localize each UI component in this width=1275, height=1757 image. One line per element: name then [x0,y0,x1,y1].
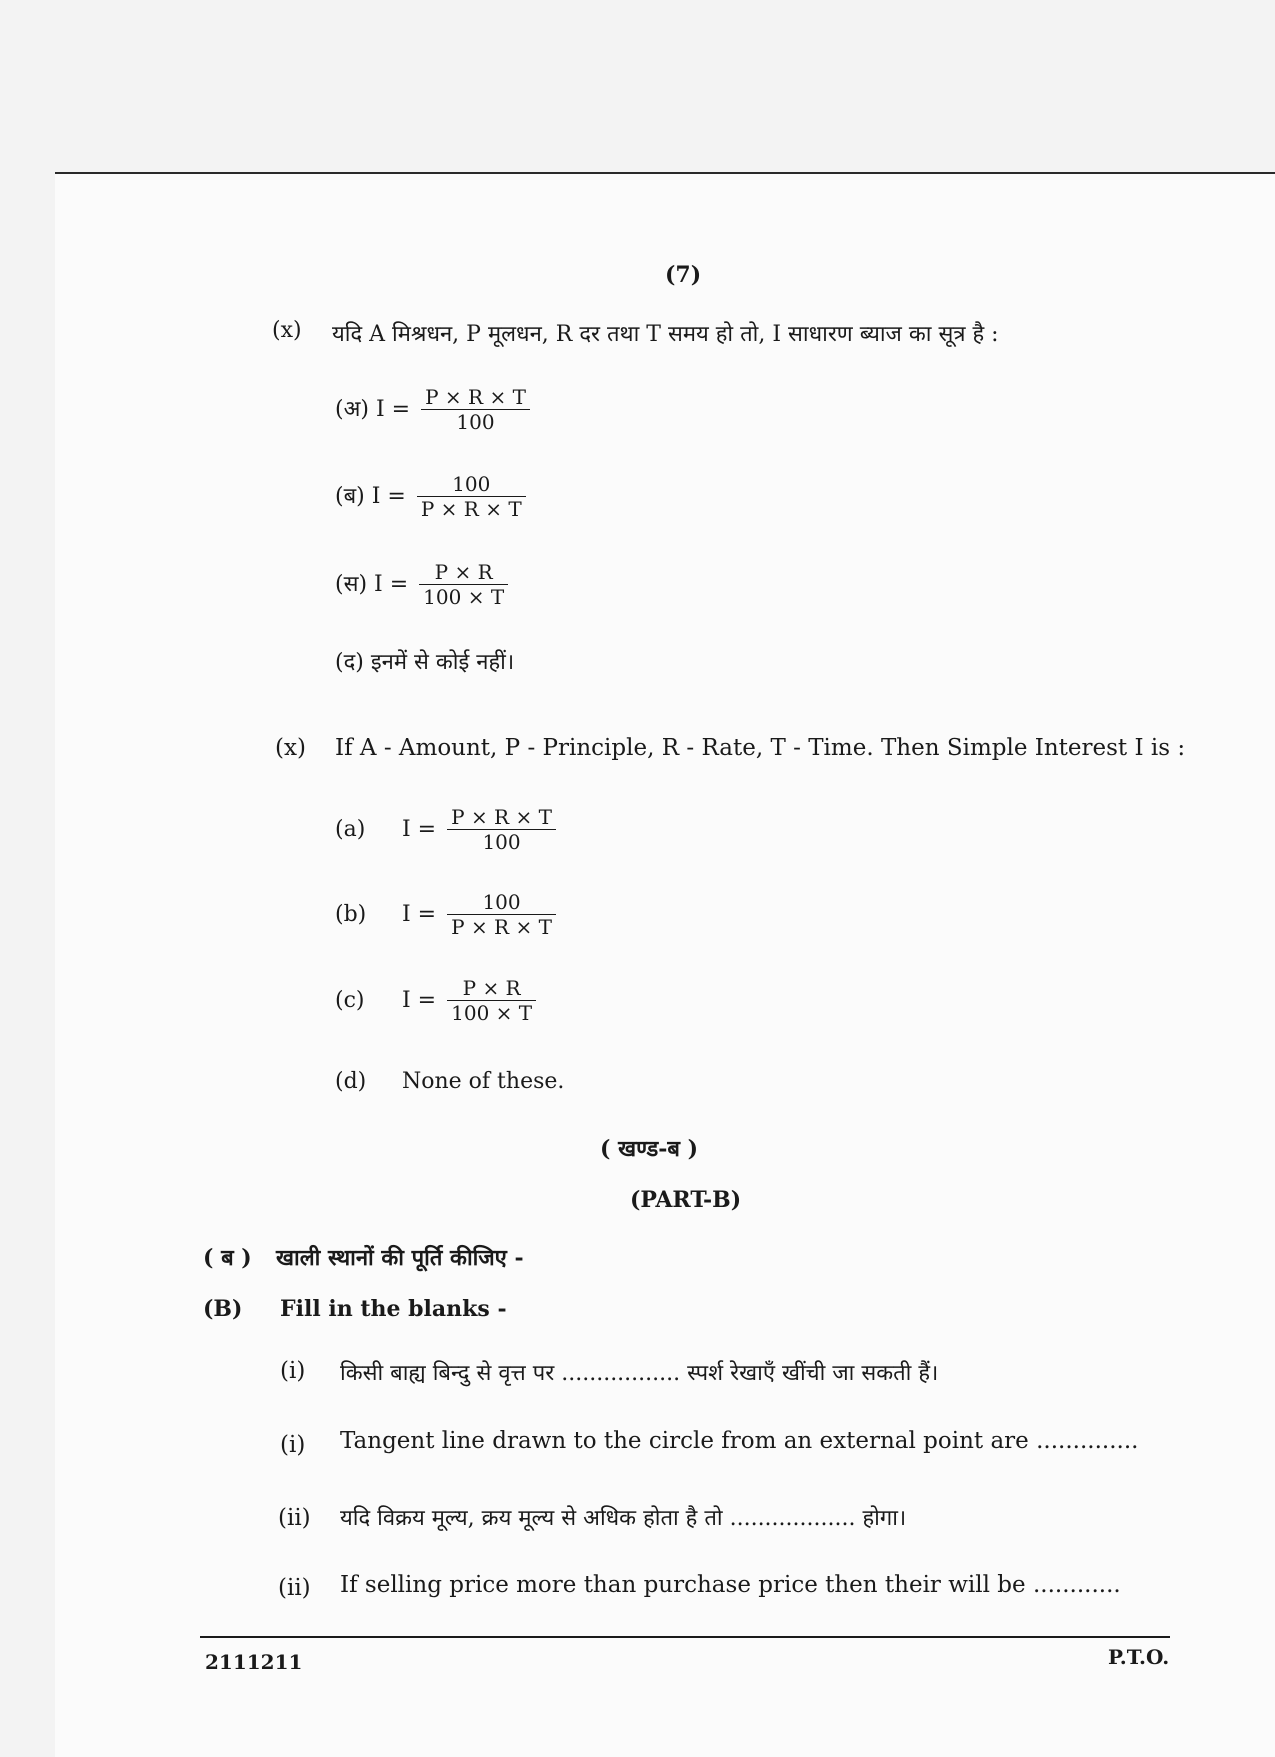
fraction-numerator: P × R [419,560,508,585]
section-label-en: (B) [203,1296,243,1322]
fraction-denominator: 100 [482,830,521,854]
fraction-denominator: P × R × T [451,915,552,939]
option-label: (d) [335,1069,367,1094]
q10-en-option-b [335,890,556,939]
option-lhs: I = [375,397,411,422]
option-label: (ब) [335,483,365,509]
option-label: (द) [335,650,364,675]
option-label: (b) [335,901,367,927]
option-label: (स) [335,571,368,597]
q10-hi-number: (x) [272,318,302,343]
q10-hi-option-c [335,560,508,609]
q10-en-text: If A - Amount, P - Principle, R - Rate, T - Time. Then Simple Interest I is : [335,735,1186,761]
option-lhs: I = [402,902,437,927]
part-heading-en: (PART-B) [630,1187,742,1213]
option-label: (अ) [335,396,369,422]
paper-code: 2111211 [205,1650,303,1674]
option-label: (c) [335,987,365,1013]
option-fraction [447,890,556,939]
section-label-hi: ( ब ) [203,1245,252,1271]
option-fraction [421,385,530,434]
section-title-hi: खाली स्थानों की पूर्ति कीजिए - [276,1245,524,1271]
q10-en-option-c [335,976,536,1025]
section-title-en: Fill in the blanks - [280,1296,507,1322]
option-text: None of these. [402,1069,565,1094]
blank-item-number: (i) [280,1358,306,1384]
page-number: (7) [665,262,702,288]
fraction-numerator: P × R × T [421,385,530,410]
fraction-denominator: 100 [456,410,495,434]
option-text: इनमें से कोई नहीं। [370,650,515,675]
blank-item-number: (i) [280,1432,306,1458]
option-fraction [447,805,556,854]
fraction-denominator: 100 × T [451,1001,533,1025]
blank-item-text: यदि विक्रय मूल्य, क्रय मूल्य से अधिक होता है तो .................. होगा। [340,1506,907,1531]
blank-item-number: (ii) [278,1575,311,1601]
fraction-numerator: 100 [447,890,556,915]
fraction-numerator: P × R [447,976,536,1001]
fraction-denominator: P × R × T [420,497,522,521]
part-heading-hi: ( खण्ड-ब ) [600,1136,699,1162]
option-lhs: I = [402,988,437,1013]
fraction-numerator: 100 [417,472,526,497]
blank-item-text: Tangent line drawn to the circle from an external point are .............. [340,1428,1139,1454]
q10-en-number: (x) [275,735,306,761]
option-lhs: I = [374,572,409,597]
blank-item-text: If selling price more than purchase price then their will be ............ [340,1572,1121,1598]
q10-en-option-d [335,1069,564,1094]
pto-label: P.T.O. [1108,1645,1170,1669]
fraction-numerator: P × R × T [447,805,556,830]
option-fraction [419,560,508,609]
q10-hi-option-b [335,472,526,521]
q10-hi-option-d [335,646,514,676]
q10-hi-option-a [335,385,530,434]
option-lhs: I = [371,484,406,509]
q10-en-option-a [335,805,556,854]
fraction-denominator: 100 × T [423,585,505,609]
q10-hi-text: यदि A मिश्रधन, P मूलधन, R दर तथा T समय हो तो, I साधारण ब्याज का सूत्र है : [332,322,999,347]
option-fraction [417,472,526,521]
option-label: (a) [335,816,366,842]
option-fraction [447,976,536,1025]
blank-item-text: किसी बाह्य बिन्दु से वृत्त पर ................. स्पर्श रेखाएँ खींची जा सकती हैं। [340,1361,939,1386]
option-lhs: I = [402,817,437,842]
footer-rule [200,1636,1170,1638]
blank-item-number: (ii) [278,1505,311,1531]
